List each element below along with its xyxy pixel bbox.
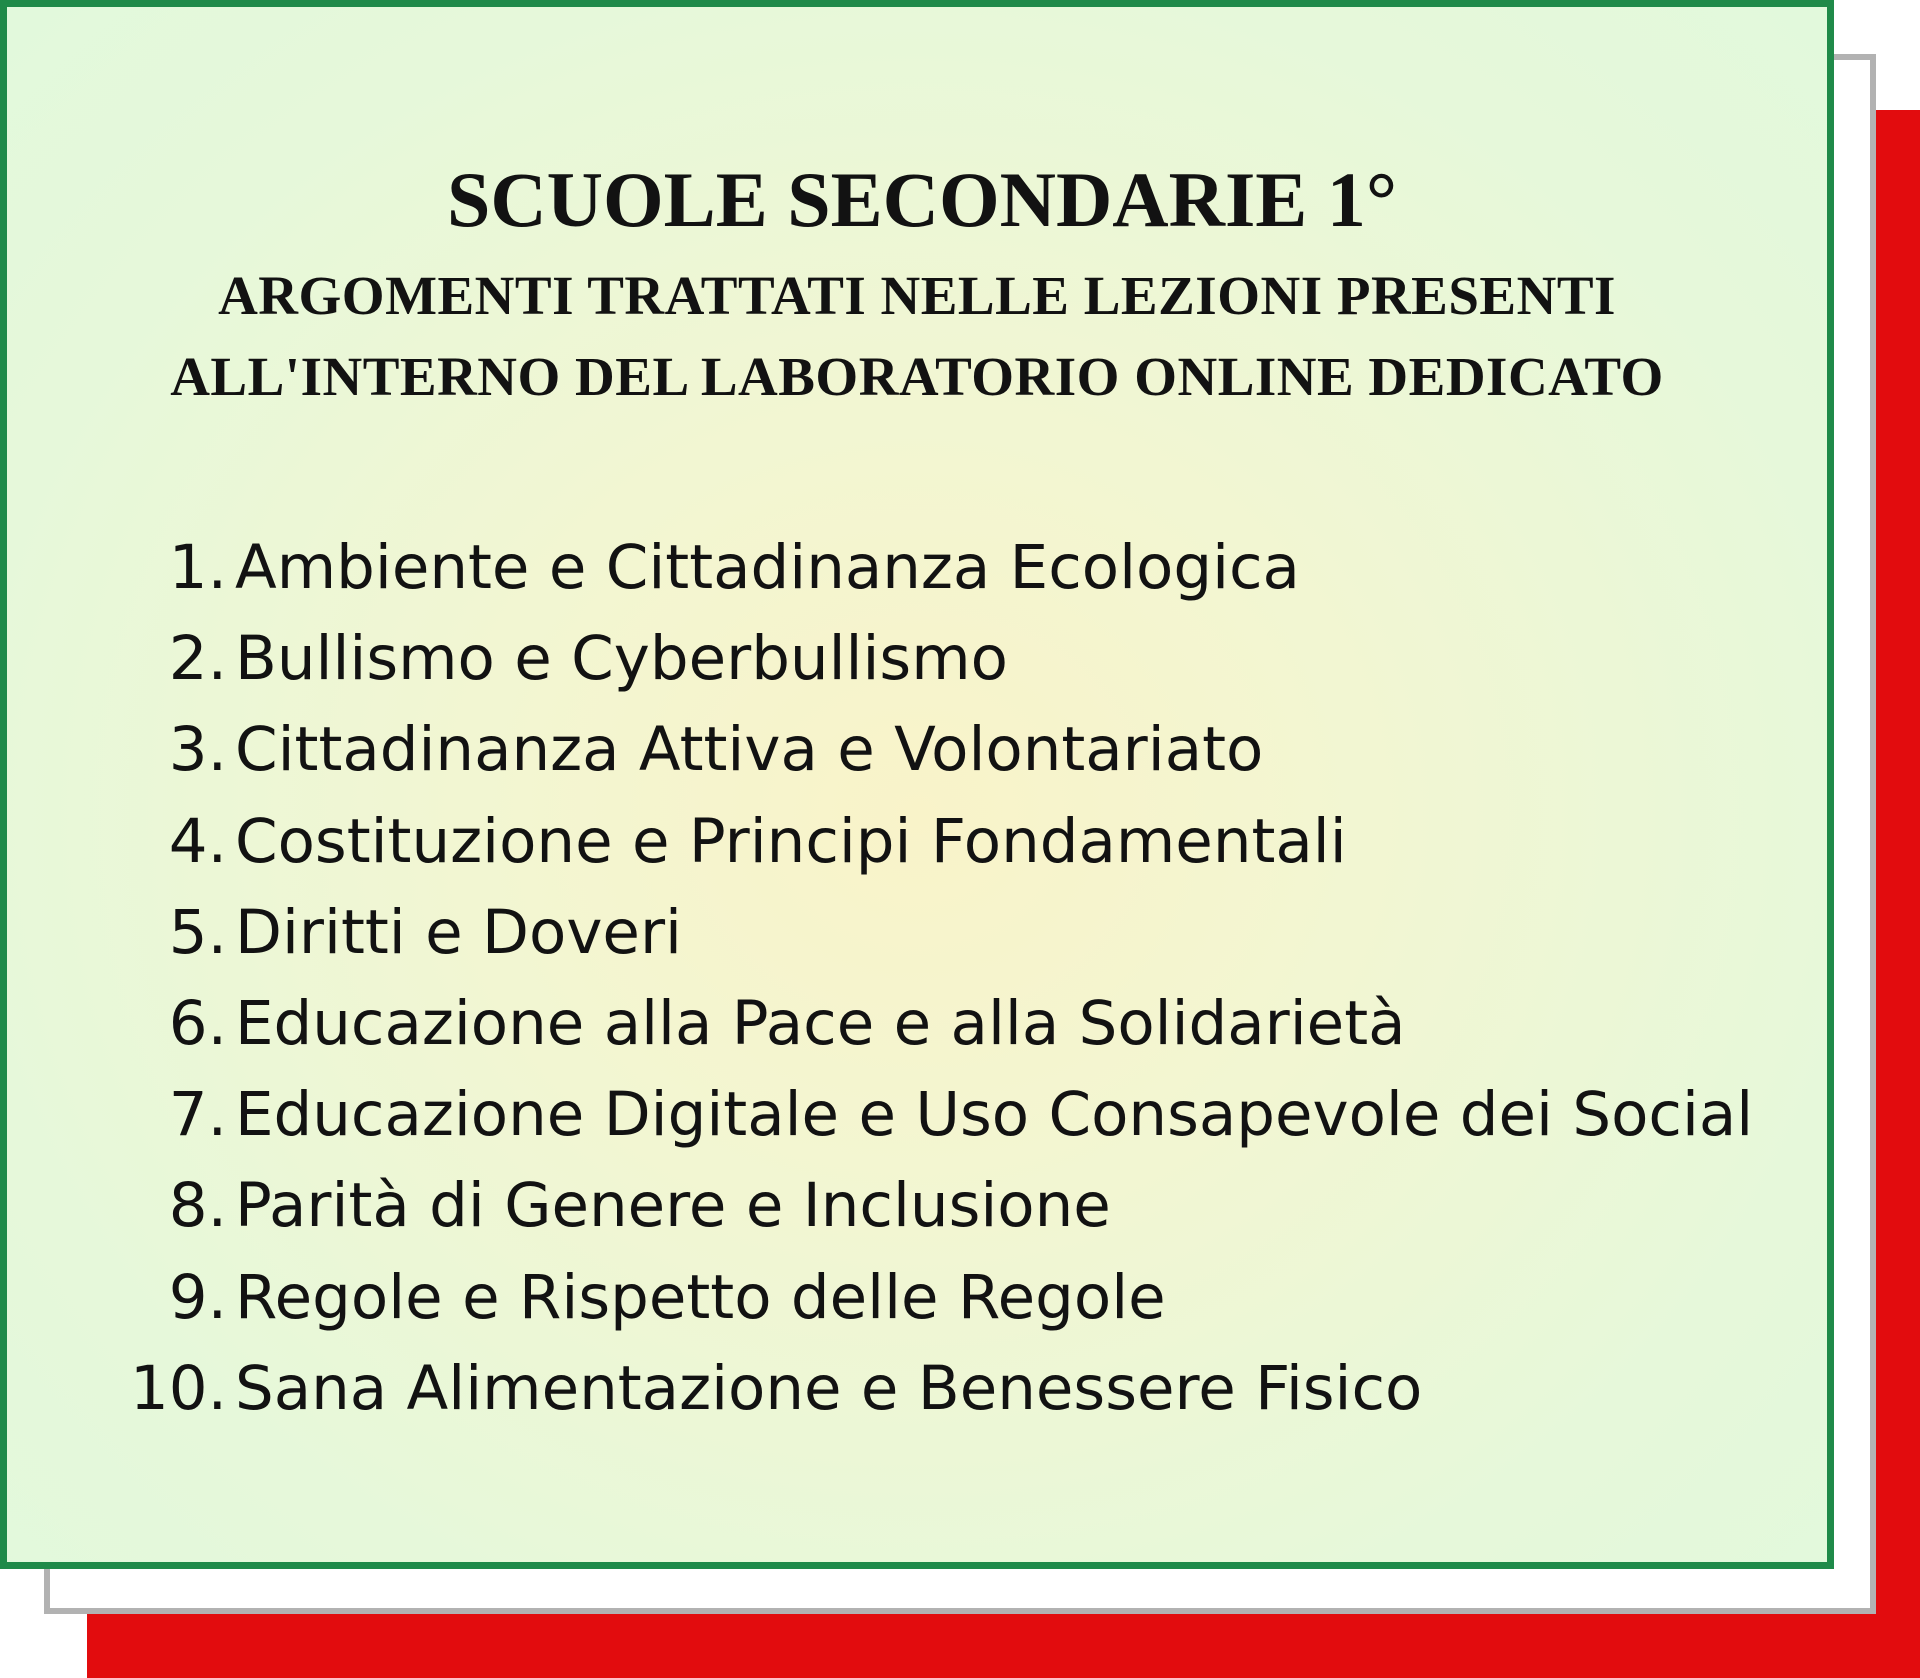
list-item-number: 7. — [168, 1079, 227, 1151]
list-item-label: Educazione Digitale e Uso Consapevole dei Social — [235, 1079, 1754, 1151]
list-item-number: 9. — [168, 1261, 227, 1333]
list-item-number: 6. — [168, 987, 227, 1059]
subtitle-line-1: ARGOMENTI TRATTATI NELLE LEZIONI PRESENTI — [218, 265, 1616, 326]
list-item — [117, 1069, 1753, 1160]
list-item — [117, 522, 1753, 613]
list-item — [117, 887, 1753, 978]
list-item-label: Parità di Genere e Inclusione — [235, 1170, 1111, 1242]
list-item-label: Ambiente e Cittadinanza Ecologica — [235, 532, 1300, 603]
list-item — [117, 1252, 1753, 1343]
list-item — [117, 796, 1753, 887]
list-item-label: Bullismo e Cyberbullismo — [235, 623, 1008, 695]
list-item-label: Costituzione e Principi Fondamentali — [235, 805, 1347, 877]
topics-list — [117, 522, 1753, 1434]
list-item-label: Educazione alla Pace e alla Solidarietà — [235, 987, 1406, 1059]
list-item-label: Diritti e Doveri — [235, 896, 682, 968]
page-title: SCUOLE SECONDARIE 1° — [446, 156, 1398, 243]
list-item-number: 3. — [168, 714, 227, 786]
list-item-label: Sana Alimentazione e Benessere Fisico — [235, 1352, 1423, 1424]
list-item-label: Cittadinanza Attiva e Volontariato — [235, 714, 1264, 786]
list-item — [117, 613, 1753, 704]
subtitle-line-2: ALL'INTERNO DEL LABORATORIO ONLINE DEDICATO — [170, 346, 1664, 407]
list-item-number: 5. — [168, 896, 227, 968]
list-item-number: 8. — [168, 1170, 227, 1242]
list-item-number: 4. — [168, 805, 227, 877]
list-item-label: Regole e Rispetto delle Regole — [235, 1261, 1166, 1333]
list-item-number: 1. — [168, 532, 227, 603]
list-item-number: 10. — [129, 1352, 227, 1424]
list-item — [117, 1160, 1753, 1251]
list-item — [117, 704, 1753, 795]
list-item-number: 2. — [168, 623, 227, 695]
list-item — [117, 978, 1753, 1069]
list-item — [117, 1343, 1753, 1434]
